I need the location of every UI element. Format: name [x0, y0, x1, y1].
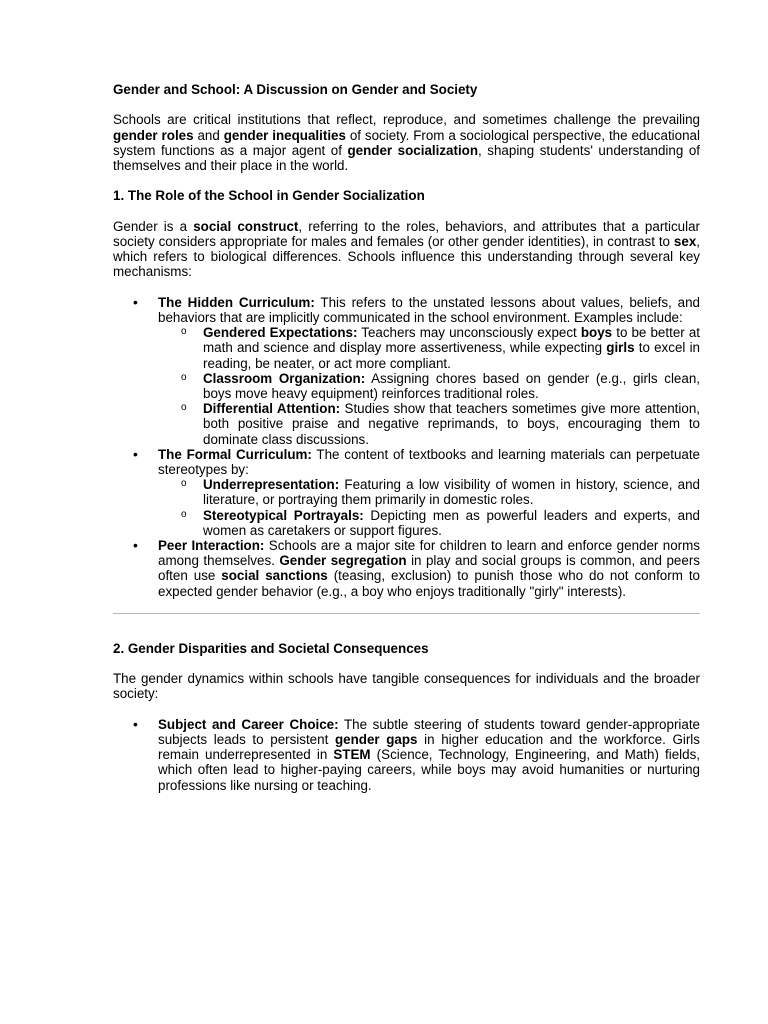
- section-2-paragraph: The gender dynamics within schools have tangible consequences for individuals and the broader society:: [113, 671, 700, 702]
- section-2-heading: 2. Gender Disparities and Societal Consequences: [113, 640, 429, 656]
- intro-paragraph: Schools are critical institutions that reflect, reproduce, and sometimes challenge the prevailing gender roles and gender inequalities of society. From a sociological perspective, the educational system functions as a major agent of gender socialization, shaping students' understanding of themselves and their place in the world.: [113, 112, 701, 173]
- document-title: Gender and School: A Discussion on Gender and Society: [113, 82, 478, 97]
- sub-item-gendered-expectations: o Gendered Expectations: Teachers may unconsciously expect boys to be better at math and science and display more assertiveness, while expecting girls to excel in reading, be neater, or act more compliant.: [181, 325, 700, 371]
- list-item-formal-curriculum: • The Formal Curriculum: The content of textbooks and learning materials can perpetuate stereotypes by: o Underrepresentation: Featuring a low visibility of women in history, science, and literature, or portraying them primarily in domestic roles. o Stereotypical Portrayals: Depicting men as powerful leaders and experts, and women as caretakers or support figures.: [133, 445, 701, 538]
- sub-bullet-icon: o: [181, 371, 187, 383]
- document-body: [113, 82, 700, 793]
- section-2-list: [113, 717, 700, 793]
- sub-list: [158, 325, 700, 447]
- section-1-list: [113, 295, 700, 599]
- list-item-subject-career-choice: • Subject and Career Choice: The subtle steering of students toward gender-appropriate subjects leads to persistent gender gaps in higher education and the workforce. Girls remain underrepresented in STEM (Science, Technology, Engineering, and Math) fields, which often lead to higher-paying careers, while boys may avoid humanities or nurturing professions like nursing or teaching.: [133, 715, 701, 793]
- sub-item-classroom-organization: o Classroom Organization: Assigning chores based on gender (e.g., girls clean, boys move heavy equipment) reinforces traditional roles.: [181, 370, 700, 401]
- section-1-paragraph: Gender is a social construct, referring to the roles, behaviors, and attributes that a particular society considers appropriate for males and females (or other gender identities), in contrast to sex, which refers to biological differences. Schools influence this understanding through several key mechanisms:: [113, 218, 700, 280]
- section-1-heading: 1. The Role of the School in Gender Socialization: [113, 188, 425, 204]
- sub-bullet-icon: o: [181, 508, 187, 520]
- list-item-peer-interaction: • Peer Interaction: Schools are a major site for children to learn and enforce gender norms among themselves. Gender segregation in play and social groups is common, and peers often use social sanctions (teasing, exclusion) to punish those who do not conform to expected gender behavior (e.g., a boy who enjoys traditionally "girly" interests).: [133, 537, 700, 599]
- bullet-icon: •: [133, 445, 138, 462]
- bullet-icon: •: [133, 293, 138, 310]
- list-item-hidden-curriculum: • The Hidden Curriculum: This refers to the unstated lessons about values, beliefs, and behaviors that are implicitly communicated in the school environment. Examples include: o Gendered Expectations: Teachers may unconsciously expect boys to be better at math and science and display more assertiveness, while expecting girls to excel in reading, be neater, or act more compliant. o Classroom Organization: Assigning chores based on gender (e.g., girls clean, boys move heavy equipment) reinforces traditional roles. o Differential Attention: Studies show that teachers sometimes give more attention, both positive praise and negative reprimands, to boys, encouraging them to dominate class discussions.: [133, 293, 700, 447]
- sub-bullet-icon: o: [181, 326, 187, 338]
- sub-item-underrepresentation: o Underrepresentation: Featuring a low visibility of women in history, science, and literature, or portraying them primarily in domestic roles.: [181, 477, 700, 508]
- sub-item-differential-attention: o Differential Attention: Studies show that teachers sometimes give more attention, both positive praise and negative reprimands, to boys, encouraging them to dominate class discussions.: [181, 401, 700, 447]
- bullet-icon: •: [133, 537, 138, 554]
- sub-list: [158, 477, 700, 538]
- bullet-icon: •: [133, 715, 138, 732]
- sub-item-stereotypical-portrayals: o Stereotypical Portrayals: Depicting men as powerful leaders and experts, and women as caretakers or support figures.: [181, 507, 700, 538]
- sub-bullet-icon: o: [181, 478, 187, 490]
- sub-bullet-icon: o: [181, 402, 187, 414]
